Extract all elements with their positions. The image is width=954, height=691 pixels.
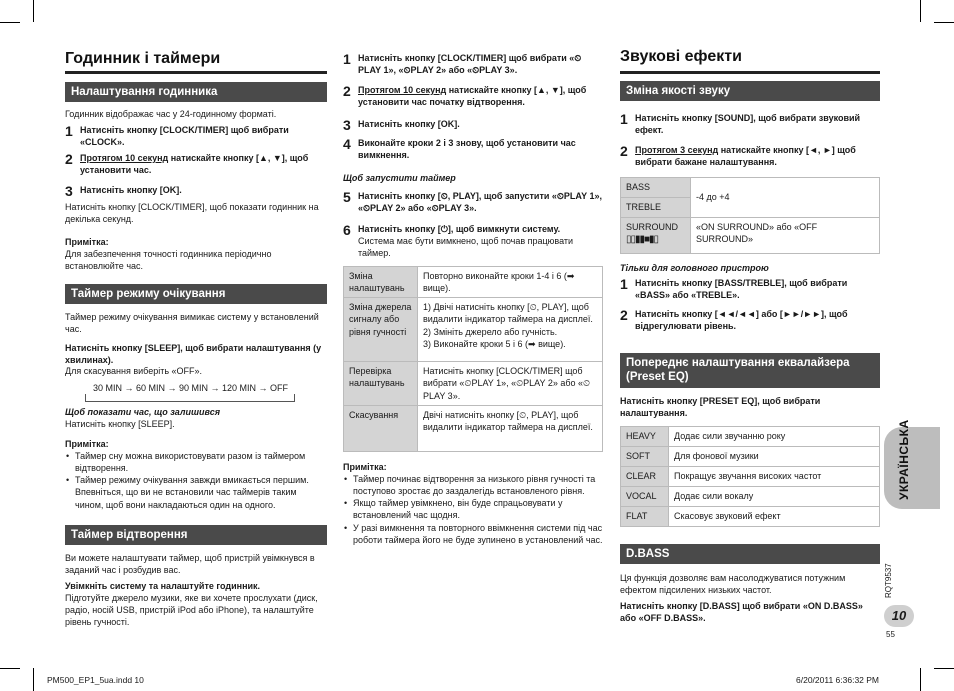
table-cell-key: Перевірка налаштувань — [344, 362, 418, 405]
timer-step-2: 2 Протягом 10 секунд натискайте кнопку [▲, ▼], щоб установити час початку відтворення. — [343, 83, 587, 108]
crop-mark — [0, 22, 20, 23]
table-cell-key: Зміна налаштувань — [344, 267, 418, 298]
table-cell-key: BASS — [621, 178, 691, 198]
crop-mark — [0, 668, 20, 669]
dbass-instruction: Натисніть кнопку [D.BASS] щоб вибрати «ON D.BASS» або «OFF D.BASS». — [620, 601, 863, 624]
table-row — [344, 405, 603, 451]
main-step-1: 1 Натисніть кнопку [BASS/TREBLE], щоб вибрати «BASS» або «TREBLE». — [620, 277, 880, 301]
title-rule — [65, 71, 327, 74]
list-item: • Таймер сну можна використовувати разом із таймером відтворення. — [65, 450, 327, 474]
table-cell-value: Повторно виконайте кроки 1-4 і 6 (➡ вище). — [418, 267, 603, 298]
step-text: Система має бути вимкнено, щоб почав працювати таймер. — [358, 236, 574, 259]
table-cell-key: CLEAR — [621, 467, 669, 487]
remain-title: Щоб показати час, що залишився — [65, 407, 221, 417]
crop-mark — [920, 668, 921, 691]
section-header-clock-set: Налаштування годинника — [65, 82, 327, 102]
table-cell-value: -4 до +4 — [691, 178, 880, 218]
timer-notes — [343, 473, 603, 546]
step-text: Натисніть кнопку [OK]. — [358, 119, 460, 129]
clock-note: Для забезпечення точності годинника періодично встановлюйте час. — [65, 249, 272, 272]
list-item: • Таймер починає відтворення за низького рівня гучності та поступово зростає до заздалегідь встановленого рівня. — [343, 473, 603, 497]
footer-date: 6/20/2011 6:36:32 PM — [796, 675, 880, 685]
main-step-2: 2 Натисніть кнопку [◄◄/◄◄] або [►►/►►], щоб відрегулювати рівень. — [620, 308, 880, 332]
table-cell-value: Для фонової музики — [669, 447, 880, 467]
timer-table — [343, 266, 603, 452]
section-header-sleep: Таймер режиму очікування — [65, 284, 327, 304]
surround-indicator-icon: ▯▯▮▮■▮▯ — [626, 234, 659, 246]
crop-mark — [33, 668, 34, 691]
note-title: Примітка: — [343, 462, 387, 472]
step-text: натискайте кнопку [◄, ►] щоб вибрати бажане налаштування. — [635, 145, 856, 168]
step-emphasis: Протягом 10 секунд — [358, 85, 447, 95]
document-code: RQT9537 — [884, 563, 893, 598]
title-rule — [620, 71, 880, 74]
step-text: Натисніть кнопку [SOUND], щоб вибрати звуковий ефект. — [635, 113, 861, 136]
table-row — [621, 427, 880, 447]
table-cell-key: TREBLE — [621, 198, 691, 218]
sleep-notes — [65, 450, 327, 511]
step-text: Натисніть кнопку [CLOCK/TIMER] щоб вибрати «⏲PLAY 1», «⏲PLAY 2» або «⏲PLAY 3». — [358, 53, 582, 76]
table-row — [621, 487, 880, 507]
table-cell-value: «ON SURROUND» або «OFF SURROUND» — [691, 218, 880, 254]
step-text: Натисніть кнопку [OK]. — [80, 185, 182, 195]
language-label: УКРАЇНСЬКА — [897, 419, 911, 500]
clock-step-2: 2 Протягом 10 секунд натискайте кнопку [▲, ▼], щоб установити час. — [65, 151, 309, 176]
step-text: натискайте кнопку [▲, ▼], щоб установити час. — [80, 153, 309, 176]
remain-text: Натисніть кнопку [SLEEP]. — [65, 419, 175, 429]
table-cell-value: Двічі натисніть кнопку [⏲, PLAY], щоб видалити індикатор таймера на дисплеї. — [418, 405, 603, 451]
table-row — [344, 298, 603, 362]
list-item: • Таймер режиму очікування завжди вмикається першим. Впевніться, що ви не встановили час таймерів таким чином, щоб вони накладаються один на одного. — [65, 474, 327, 510]
sleep-intro: Таймер режиму очікування вимикає систему у встановлений час. — [65, 312, 319, 335]
crop-mark — [934, 22, 954, 23]
step-text: Натисніть кнопку [CLOCK/TIMER] щоб вибрати «CLOCK». — [80, 125, 289, 148]
section-header-preset-eq: Попереднє налаштування еквалайзера (Preset EQ) — [620, 353, 880, 388]
table-row — [621, 507, 880, 527]
list-item: • Якщо таймер увімкнено, він буде спрацьовувати у встановлений час щодня. — [343, 497, 603, 521]
table-cell-key: Скасування — [344, 405, 418, 451]
sound-step-2: 2 Протягом 3 секунд натискайте кнопку [◄, ►] щоб вибрати бажане налаштування. — [620, 143, 856, 168]
clock-after: Натисніть кнопку [CLOCK/TIMER], щоб показати годинник на декілька секунд. — [65, 202, 319, 225]
timer-step-1: 1 Натисніть кнопку [CLOCK/TIMER] щоб вибрати «⏲PLAY 1», «⏲PLAY 2» або «⏲PLAY 3». — [343, 52, 603, 76]
sleep-cancel: Для скасування виберіть «OFF». — [65, 366, 203, 376]
timer-step-3: 3 Натисніть кнопку [OK]. — [343, 117, 460, 133]
note-title: Примітка: — [65, 439, 109, 449]
play-prep-bold: Увімкніть систему та налаштуйте годинник. — [65, 581, 261, 591]
eq-table — [620, 426, 880, 527]
table-cell-value: Покращує звучання високих частот — [669, 467, 880, 487]
crop-mark — [920, 0, 921, 22]
dbass-intro: Ця функція дозволяє вам насолоджуватися потужним ефектом підсилених низьких частот. — [620, 573, 846, 596]
page-title-clock: Годинник і таймери — [65, 50, 221, 67]
table-cell-key — [621, 218, 691, 254]
list-item: • У разі вимкнення та повторного ввімкнення системи під час роботи таймера його не буде зупинено в установлений час. — [343, 522, 603, 546]
sound-step-1: 1 Натисніть кнопку [SOUND], щоб вибрати звуковий ефект. — [620, 112, 880, 136]
step-text: Натисніть кнопку [⏲, PLAY], щоб запустити «⏲PLAY 1», «⏲PLAY 2» або «⏲PLAY 3». — [358, 191, 602, 214]
clock-step-3: 3 Натисніть кнопку [OK]. — [65, 183, 182, 199]
step-text: Виконайте кроки 2 і 3 знову, щоб установити час вимкнення. — [358, 138, 576, 161]
table-cell-value: Додає сили звучанню року — [669, 427, 880, 447]
table-cell-key: FLAT — [621, 507, 669, 527]
table-row — [621, 467, 880, 487]
table-cell-key: VOCAL — [621, 487, 669, 507]
table-cell-key: SOFT — [621, 447, 669, 467]
small-page-number: 55 — [886, 630, 895, 639]
play-intro: Ви можете налаштувати таймер, щоб пристрій увімкнувся в заданий час і розбудив вас. — [65, 553, 315, 576]
step-text: натискайте кнопку [▲, ▼], щоб установити час початку відтворення. — [358, 85, 587, 108]
step-emphasis: Протягом 3 секунд — [635, 145, 719, 155]
table-row — [344, 267, 603, 298]
surround-label: SURROUND — [626, 222, 679, 232]
crop-mark — [934, 668, 954, 669]
table-cell-key: HEAVY — [621, 427, 669, 447]
timer-step-6: 6 Натисніть кнопку [⏻], щоб вимкнути систему. Система має бути вимкнено, щоб почав працювати таймер. — [343, 222, 574, 259]
table-row — [621, 447, 880, 467]
page-title-sound: Звукові ефекти — [620, 48, 742, 65]
page-number: 10 — [884, 605, 914, 627]
table-row — [621, 218, 880, 254]
table-cell-value: Додає сили вокалу — [669, 487, 880, 507]
step-text: Натисніть кнопку [◄◄/◄◄] або [►►/►►], щоб відрегулювати рівень. — [635, 309, 848, 332]
section-header-dbass: D.BASS — [620, 544, 880, 564]
step-emphasis: Протягом 10 секунд — [80, 153, 169, 163]
eq-instruction: Натисніть кнопку [PRESET EQ], щоб вибрати налаштування. — [620, 396, 821, 419]
sleep-instruction: Натисніть кнопку [SLEEP], щоб вибрати налаштування (у хвилинах). — [65, 343, 322, 366]
timer-step-5: 5 Натисніть кнопку [⏲, PLAY], щоб запустити «⏲PLAY 1», «⏲PLAY 2» або «⏲PLAY 3». — [343, 189, 602, 214]
main-unit-title: Тільки для головного пристрою — [620, 263, 769, 273]
timer-step-4: 4 Виконайте кроки 2 і 3 знову, щоб установити час вимкнення. — [343, 137, 603, 161]
note-title: Примітка: — [65, 237, 109, 247]
table-cell-key: Зміна джерела сигналу або рівня гучності — [344, 298, 418, 362]
footer-file: PM500_EP1_5ua.indd 10 — [47, 675, 144, 685]
section-header-play-timer: Таймер відтворення — [65, 525, 327, 545]
clock-step-1: 1 Натисніть кнопку [CLOCK/TIMER] щоб вибрати «CLOCK». — [65, 124, 327, 148]
start-title: Щоб запустити таймер — [343, 173, 456, 183]
table-cell-value: Скасовує звуковий ефект — [669, 507, 880, 527]
section-header-sound-quality: Зміна якості звуку — [620, 81, 880, 101]
table-row — [344, 362, 603, 405]
step-text-bold: Натисніть кнопку [⏻], щоб вимкнути систему. — [358, 224, 561, 234]
crop-mark — [33, 0, 34, 22]
play-prep: Підготуйте джерело музики, яке ви хочете прослухати (диск, радіо, носій USB, пристрій iPod або iPhone), та налаштуйте рівень гучності. — [65, 593, 318, 628]
sleep-sequence: 30 MIN → 60 MIN → 90 MIN → 120 MIN → OFF — [93, 383, 289, 393]
step-text: Натисніть кнопку [BASS/TREBLE], щоб вибрати «BASS» або «TREBLE». — [635, 278, 848, 301]
table-row — [621, 178, 880, 198]
table-cell-value: Натисніть кнопку [CLOCK/TIMER] щоб вибрати «⏲PLAY 1», «⏲PLAY 2» або «⏲PLAY 3». — [418, 362, 603, 405]
sequence-loop-line — [85, 394, 295, 402]
table-cell-value: 1) Двічі натисніть кнопку [⏲, PLAY], щоб видалити індикатор таймера на дисплеї. 2) Змініть джерело або гучність. 3) Виконайте кроки 5 і 6 (➡ вище). — [418, 298, 603, 362]
clock-intro: Годинник відображає час у 24-годинному форматі. — [65, 109, 277, 119]
sound-table — [620, 177, 880, 254]
